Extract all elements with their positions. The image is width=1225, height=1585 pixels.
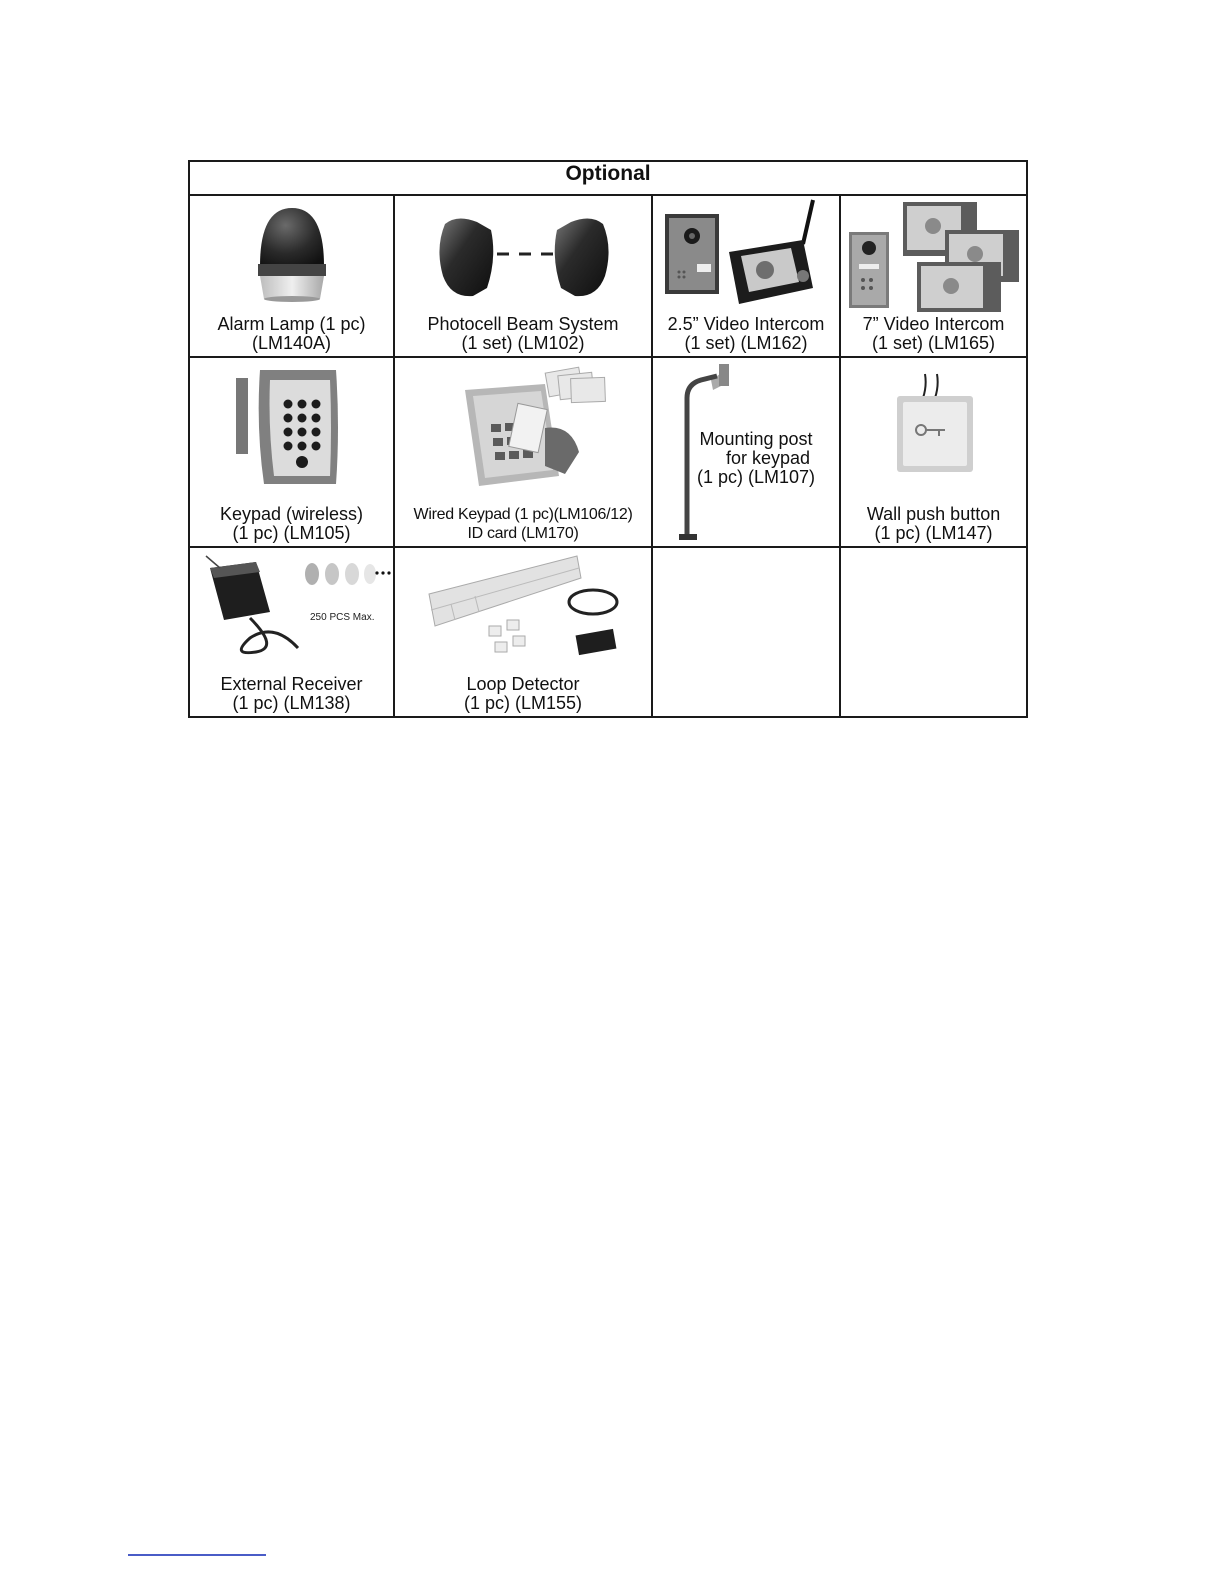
item-caption: Keypad (wireless) (1 pc) (LM105): [219, 504, 364, 543]
item-caption: Wall push button (1 pc) (LM147): [866, 504, 1001, 543]
item-caption: Photocell Beam System (1 set) (LM102): [427, 314, 619, 353]
item-caption: Wired Keypad (1 pc)(LM106/12) ID card (LM170): [413, 506, 633, 542]
item-caption: Alarm Lamp (1 pc) (LM140A): [217, 314, 366, 353]
table-cell: [394, 357, 652, 547]
item-caption: Mounting post for keypad (1 pc) (LM107): [697, 429, 816, 487]
item-caption: 2.5” Video Intercom (1 set) (LM162): [667, 314, 825, 353]
footer-link-underline[interactable]: [128, 1554, 266, 1556]
table-cell: [189, 547, 394, 717]
table-cell: [652, 195, 840, 357]
optional-accessories-table: [188, 160, 1028, 718]
table-cell: [394, 547, 652, 717]
item-caption: Loop Detector (1 pc) (LM155): [463, 674, 583, 713]
item-caption: 7” Video Intercom (1 set) (LM165): [862, 314, 1005, 353]
table-cell: [189, 357, 394, 547]
table-cell: [652, 357, 840, 547]
table-cell: [394, 195, 652, 357]
item-caption: External Receiver (1 pc) (LM138): [220, 674, 363, 713]
max-capacity-label: 250 PCS Max.: [310, 612, 375, 623]
table-cell: [189, 195, 394, 357]
table-cell: [840, 357, 1027, 547]
empty-cell: [652, 547, 840, 717]
table-cell: [840, 195, 1027, 357]
table-header: Optional: [189, 161, 1027, 195]
empty-cell: [840, 547, 1027, 717]
